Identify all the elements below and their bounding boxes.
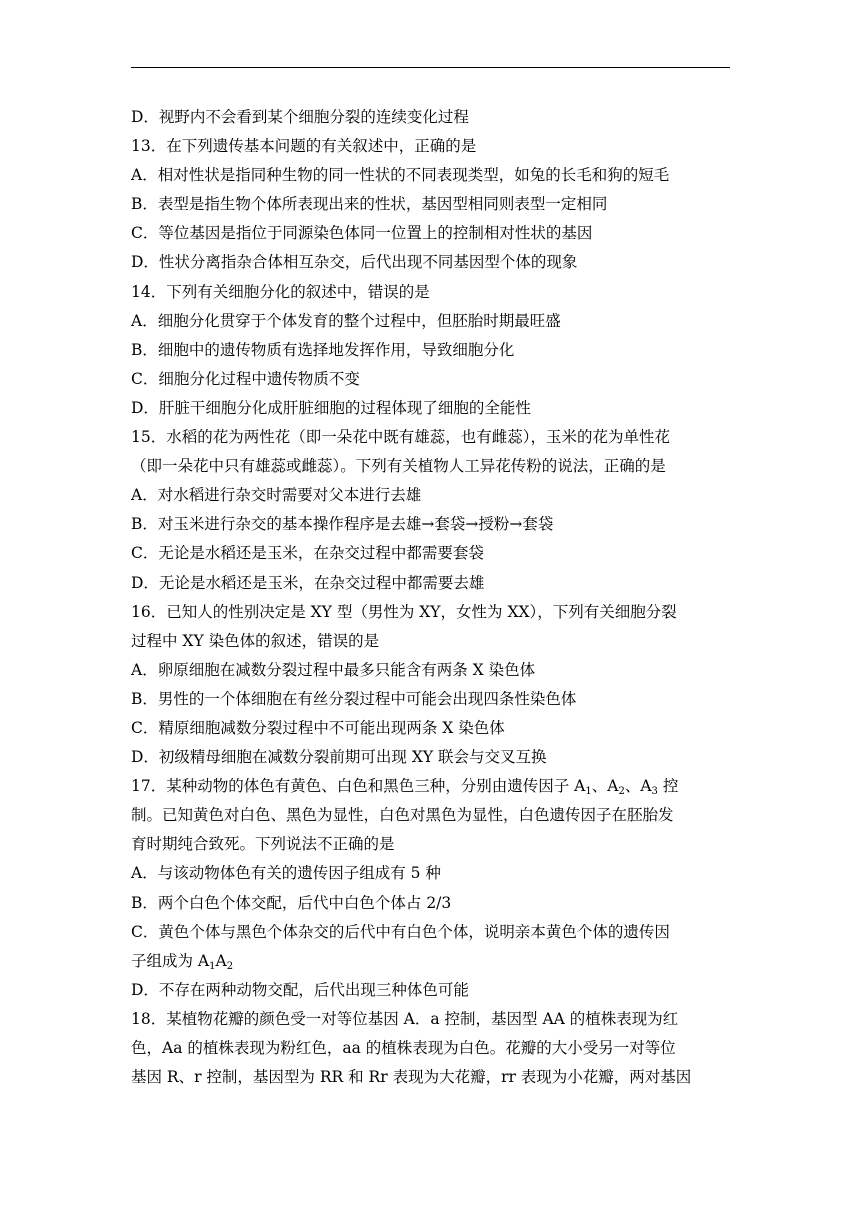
text-run: A (215, 951, 227, 970)
subscript: 2 (226, 960, 234, 972)
question-17-option-c-line2 (131, 947, 731, 976)
question-17-option-a: A．与该动物体色有关的遗传因子组成有 5 种 (131, 864, 441, 883)
question-16-option-d: D．初级精母细胞在减数分裂前期可出现 XY 联会与交叉互换 (131, 748, 547, 767)
question-14-option-b: B．细胞中的遗传物质有选择地发挥作用，导致细胞分化 (131, 340, 515, 359)
text-run: 、A (591, 777, 619, 796)
text-run: 子组成为 A (131, 951, 210, 970)
question-16-option-b: B．男性的一个体细胞在有丝分裂过程中可能会出现四条性染色体 (131, 689, 577, 708)
question-17-stem-line1 (131, 772, 731, 801)
question-13-option-b: B．表型是指生物个体所表现出来的性状，基因型相同则表型一定相同 (131, 195, 608, 214)
question-16-stem-line2: 过程中 XY 染色体的叙述，错误的是 (131, 631, 380, 650)
question-18-stem-line2: 色，Aa 的植株表现为粉红色，aa 的植株表现为白色。花瓣的大小受另一对等位 (131, 1039, 676, 1057)
question-17-option-d: D．不存在两种动物交配，后代出现三种体色可能 (131, 980, 469, 999)
text-run: 控 (657, 777, 679, 796)
question-13-option-a: A．相对性状是指同种生物的同一性状的不同表现类型，如兔的长毛和狗的短毛 (131, 166, 670, 185)
question-17-stem-line2: 制。已知黄色对白色、黑色为显性，白色对黑色为显性，白色遗传因子在胚胎发 (131, 806, 674, 825)
question-15-option-b: B．对玉米进行杂交的基本操作程序是去雄→套袋→授粉→套袋 (131, 515, 554, 534)
question-14-stem: 14．下列有关细胞分化的叙述中，错误的是 (131, 282, 430, 301)
question-16-option-c: C．精原细胞减数分裂过程中不可能出现两条 X 染色体 (131, 718, 505, 737)
subscript: 3 (651, 786, 658, 798)
question-15-option-a: A．对水稻进行杂交时需要对父本进行去雄 (131, 486, 422, 505)
question-18-stem-line3: 基因 R、r 控制，基因型为 RR 和 Rr 表现为大花瓣，rr 表现为小花瓣，两对基因 (131, 1068, 692, 1087)
question-14-option-a: A．细胞分化贯穿于个体发育的整个过程中，但胚胎时期最旺盛 (131, 311, 561, 330)
question-13-option-c: C．等位基因是指位于同源染色体同一位置上的控制相对性状的基因 (131, 224, 593, 243)
question-17-option-b: B．两个白色个体交配，后代中白色个体占 2/3 (131, 893, 452, 912)
text-run: 、A (624, 777, 652, 796)
text-line: D．视野内不会看到某个细胞分裂的连续变化过程 (131, 108, 469, 126)
question-14-option-d: D．肝脏干细胞分化成肝脏细胞的过程体现了细胞的全能性 (131, 398, 531, 417)
question-15-stem-line1: 15．水稻的花为两性花（即一朵花中既有雄蕊，也有雌蕊），玉米的花为单性花 (131, 428, 670, 447)
question-15-option-d: D．无论是水稻还是玉米，在杂交过程中都需要去雄 (131, 573, 485, 592)
subscript: 1 (209, 960, 216, 972)
question-15-option-c: C．无论是水稻还是玉米，在杂交过程中都需要套袋 (131, 544, 484, 563)
question-16-stem-line1: 16．已知人的性别决定是 XY 型（男性为 XY，女性为 XX），下列有关细胞分裂 (131, 602, 677, 621)
header-divider (131, 67, 730, 68)
question-17-option-c-line1: C．黄色个体与黑色个体杂交的后代中有白色个体，说明亲本黄色个体的遗传因 (131, 922, 670, 941)
question-18-stem-line1: 18．某植物花瓣的颜色受一对等位基因 A．a 控制，基因型 AA 的植株表现为红 (131, 1009, 679, 1028)
question-14-option-c: C．细胞分化过程中遗传物质不变 (131, 369, 360, 388)
question-13-stem: 13．在下列遗传基本问题的有关叙述中，正确的是 (131, 137, 477, 156)
question-16-option-a: A．卵原细胞在减数分裂过程中最多只能含有两条 X 染色体 (131, 660, 536, 679)
question-17-stem-line3: 育时期纯合致死。下列说法不正确的是 (131, 835, 395, 854)
question-13-option-d: D．性状分离指杂合体相互杂交，后代出现不同基因型个体的现象 (131, 253, 578, 272)
text-run: 17．某种动物的体色有黄色、白色和黑色三种，分别由遗传因子 A (131, 777, 586, 796)
subscript: 2 (618, 786, 625, 798)
subscript: 1 (585, 786, 592, 798)
question-15-stem-line2: （即一朵花中只有雄蕊或雌蕊）。下列有关植物人工异花传粉的说法，正确的是 (131, 457, 666, 476)
question-text (131, 103, 731, 1092)
